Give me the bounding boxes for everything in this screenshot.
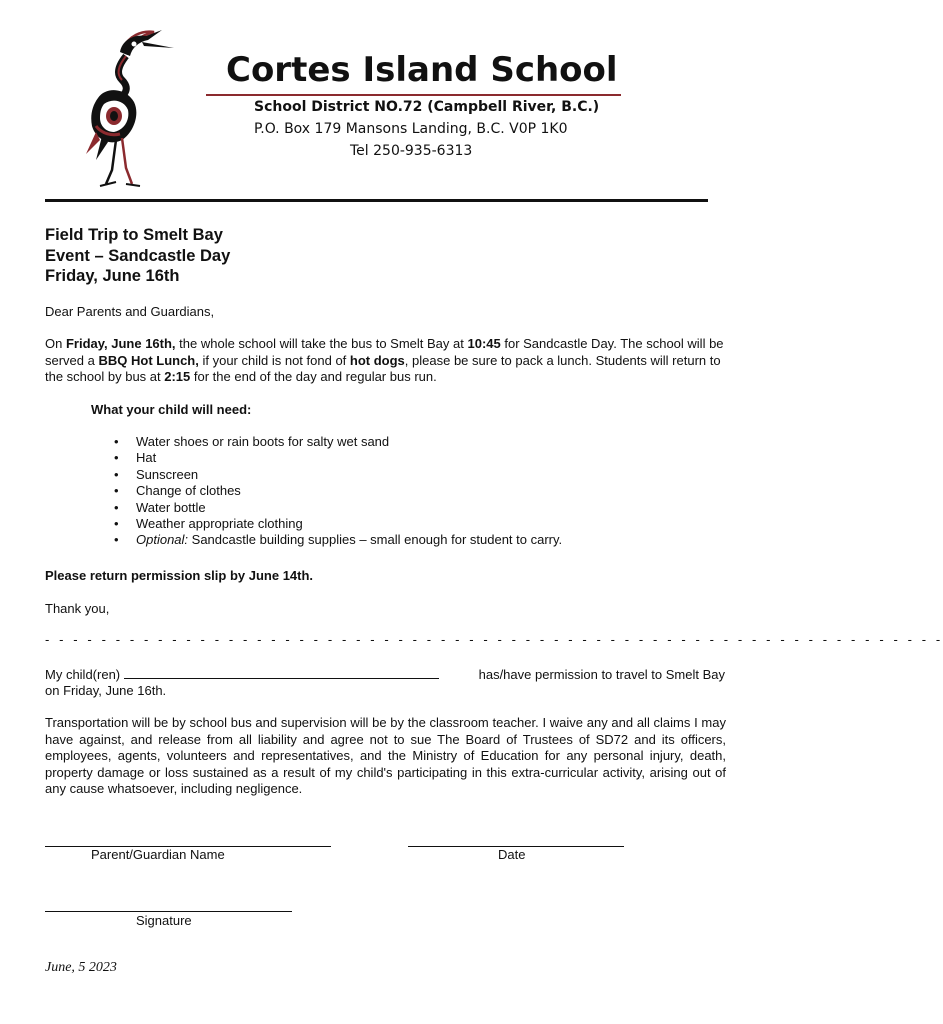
child-name-blank[interactable] [124,667,439,679]
school-address: P.O. Box 179 Mansons Landing, B.C. V0P 1K0 [254,121,568,137]
greeting: Dear Parents and Guardians, [45,304,215,319]
date-label: Date [498,847,526,862]
heron-logo-icon [76,22,176,190]
trip-details-paragraph: On Friday, June 16th, the whole school will take the bus to Smelt Bay at 10:45 for Sandcastle Day. The school will be served a BBQ Hot Lunch, if your child is not fond of hot dogs, please be sure to pack a lunch. Students will return to the school by bus at 2:15 for the end of the day and regular bus run. [45,336,724,384]
permission-line: My child(ren) has/have permission to travel to Smelt Bay [45,667,725,682]
return-deadline-note: Please return permission slip by June 14th. [45,568,314,583]
list-item: • Sunscreen [108,467,562,483]
list-item: • Water bottle [108,500,562,516]
list-item: • Water shoes or rain boots for salty wet sand [108,434,562,450]
heading-line-trip: Field Trip to Smelt Bay [45,226,223,244]
liability-waiver: Transportation will be by school bus and supervision will be by the classroom teacher. I waive any and all claims I may have against, and release from all liability and agree not to sue The Board of Trustees of SD72 and its officers, employees, agents, volunteers and representatives, and the Ministry of Education for any personal injury, death, property damage or loss sustained as a result of my child's participating in this extra-curricular activity, arising out of any cause whatsoever, including negligence. [45,715,726,796]
school-district: School District NO.72 (Campbell River, B.C.) [254,99,600,115]
letter-date: June, 5 2023 [45,960,117,975]
closing-thanks: Thank you, [45,601,110,616]
needs-title: What your child will need: [91,402,252,417]
permission-line-date: on Friday, June 16th. [45,683,167,698]
heading-line-event: Event – Sandcastle Day [45,246,231,265]
list-item: • Change of clothes [108,483,562,499]
list-item: • Hat [108,450,562,466]
signature-field[interactable] [45,911,292,912]
heading-line-date: Friday, June 16th [45,267,180,285]
title-underline [206,94,621,96]
parent-name-label: Parent/Guardian Name [91,847,225,862]
list-item: • Weather appropriate clothing [108,516,562,532]
signature-label: Signature [136,913,192,928]
letter-heading [45,225,230,287]
list-item-optional: • Optional: Sandcastle building supplies – small enough for student to carry. [108,532,562,548]
needs-list [108,434,562,549]
school-phone: Tel 250-935-6313 [350,143,473,159]
header-divider [45,199,708,202]
cut-line: - - - - - - - - - - - - - - - - - - - - - - - - - - - - - - - - - - - - - - - - - - - - - - - - - - - - - - - - - - - - - - - - [45,632,943,647]
school-name: Cortes Island School [226,50,618,90]
